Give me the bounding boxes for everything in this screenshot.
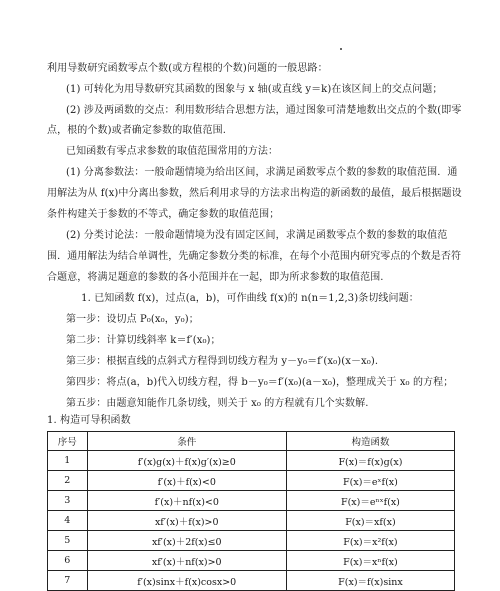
table-cell: F(x)＝xf(x): [286, 511, 454, 531]
table-cell: F(x)＝f(x)g(x): [286, 451, 454, 471]
table-row: [48, 451, 455, 471]
table-cell: f′(x)g(x)＋f(x)g′(x)≥0: [87, 451, 286, 471]
table-cell: F(x)＝x²f(x): [286, 531, 454, 551]
table-cell: 1: [48, 451, 88, 471]
tangent-problem-heading: 1. 已知函数 f(x)，过点(a，b)，可作曲线 f(x)的 n(n＝1,2,3)条切线问题：: [81, 293, 419, 304]
step-line: 第四步：将点(a，b)代入切线方程，得 b－y₀＝f′(x₀)(a－x₀)，整理成关于 x₀ 的方程；: [66, 377, 454, 388]
table-cell: xf′(x)＋f(x)>0: [87, 511, 286, 531]
table-cell: xf′(x)＋2f(x)≤0: [87, 531, 286, 551]
stray-mark: [340, 48, 342, 50]
paragraph-line: (1) 可转化为用导数研究其函数的图象与 x 轴(或直线 y＝k)在该区间上的交点问题；: [66, 84, 443, 95]
step-line: 第一步：设切点 P₀(x₀，y₀)；: [66, 314, 199, 325]
table-cell: 6: [48, 551, 88, 571]
table-row: [48, 491, 455, 511]
table-cell: F(x)＝f(x)sinx: [286, 571, 454, 591]
column-header-condition: 条件: [87, 432, 286, 451]
table-row: [48, 531, 455, 551]
table-cell: F(x)＝eⁿˣf(x): [286, 491, 454, 511]
paragraph-line: (1) 分离参数法：一般命题情境为给出区间，求满足函数零点个数的参数的取值范围．通: [66, 167, 458, 178]
step-line: 第五步：由题意知能作几条切线，则关于 x₀ 的方程就有几个实数解.: [66, 398, 369, 409]
table-row: [48, 511, 455, 531]
paragraph-line: 点，根的个数)或者确定参数的取值范围.: [47, 125, 226, 136]
construct-function-table: [47, 431, 455, 591]
table-cell: 5: [48, 531, 88, 551]
table-cell: F(x)＝eˣf(x): [286, 471, 454, 491]
table-cell: f′(x)＋nf(x)<0: [87, 491, 286, 511]
paragraph-line: (2) 涉及两函数的交点：利用数形结合思想方法，通过图象可清楚地数出交点的个数(即零: [66, 105, 462, 116]
paragraph-line: 条件构建关于参数的不等式，确定参数的取值范围；: [47, 209, 280, 220]
step-line: 第三步：根据直线的点斜式方程得到切线方程为 y－y₀＝f′(x₀)(x－x₀).: [66, 356, 379, 367]
paragraph-line: (2) 分类讨论法：一般命题情境为没有固定区间，求满足函数零点个数的参数的取值范: [66, 230, 448, 241]
step-line: 第二步：计算切线斜率 k＝f′(x₀)；: [66, 335, 221, 346]
table-cell: F(x)＝xⁿf(x): [286, 551, 454, 571]
table-row: [48, 571, 455, 591]
table-cell: f′(x)sinx＋f(x)cosx>0: [87, 571, 286, 591]
table-row: [48, 551, 455, 571]
column-header-construct: 构造函数: [286, 432, 454, 451]
table-header-row: [48, 432, 455, 451]
table-cell: 4: [48, 511, 88, 531]
table-cell: f′(x)＋f(x)<0: [87, 471, 286, 491]
column-header-index: 序号: [48, 432, 88, 451]
table-cell: xf′(x)＋nf(x)>0: [87, 551, 286, 571]
paragraph-line: 用解法为从 f(x)中分离出参数，然后利用求导的方法求出构造的新函数的最值，最后根据题设: [47, 188, 462, 199]
paragraph-line: 围．通用解法为结合单调性，先确定参数分类的标准，在每个小范围内研究零点的个数是否符: [47, 251, 462, 262]
table-cell: 7: [48, 571, 88, 591]
heading-general-approach: 利用导数研究函数零点个数(或方程根的个数)问题的一般思路：: [47, 63, 328, 74]
section-heading-product-functions: 1. 构造可导积函数: [47, 415, 131, 426]
table-row: [48, 471, 455, 491]
paragraph-line: 合题意，将满足题意的参数的各小范围并在一起，即为所求参数的取值范围.: [47, 272, 384, 283]
heading-parameter-methods: 已知函数有零点求参数的取值范围常用的方法：: [66, 146, 279, 157]
table-cell: 3: [48, 491, 88, 511]
table-cell: 2: [48, 471, 88, 491]
